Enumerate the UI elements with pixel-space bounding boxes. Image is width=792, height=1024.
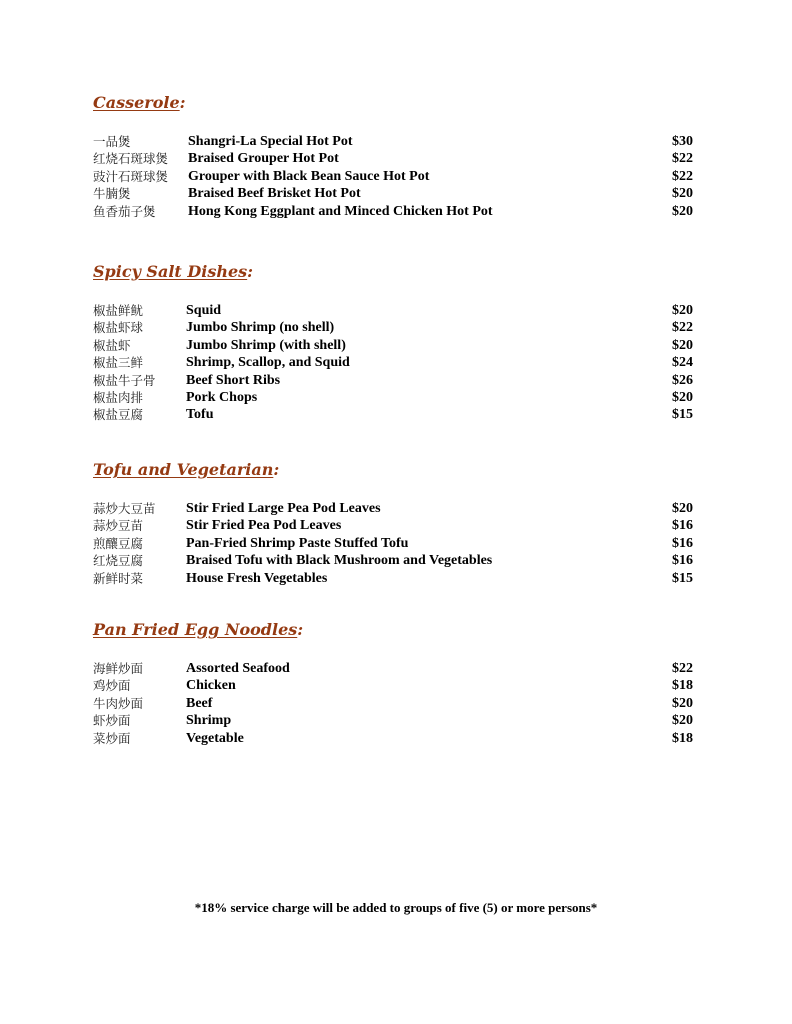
menu-item-chinese-name: 椒盐牛子骨 [93,372,156,388]
menu-item-price: $22 [672,320,693,336]
menu-item [93,133,693,150]
menu-item [93,535,693,552]
menu-item [93,168,693,185]
menu-item-english-name: Braised Grouper Hot Pot [188,151,339,167]
menu-item [93,337,693,354]
menu-item-english-name: Assorted Seafood [186,661,290,676]
menu-item-price: $16 [672,535,693,551]
menu-item-list [93,133,693,220]
menu-item-english-name: Shrimp [186,713,232,729]
menu-item [93,302,693,319]
menu-section [93,460,693,587]
menu-item-english-name: Braised Tofu with Black Mushroom and Vegetables [186,553,493,569]
menu-item [93,406,693,423]
menu-item-english-name: Chicken [186,678,236,694]
menu-item-english-name: Tofu [186,407,214,423]
menu-item-english-name: House Fresh Vegetables [186,570,328,586]
menu-item-list [93,302,693,424]
section-heading [93,93,693,113]
menu-item [93,660,693,677]
menu-item-chinese-name: 鱼香茄子煲 [93,203,156,219]
menu-item-english-name: Pan-Fried Shrimp Paste Stuffed Tofu [186,535,409,551]
menu-item-english-name: Beef [186,695,213,711]
menu-item-chinese-name: 牛腩煲 [93,186,131,202]
menu-item [93,319,693,336]
menu-item-price: $20 [672,186,693,202]
section-title-colon: : [179,93,186,112]
menu-item-english-name: Shangri-La Special Hot Pot [188,134,353,149]
menu-item [93,354,693,371]
menu-item-english-name: Squid [186,303,222,318]
menu-item [93,500,693,517]
menu-item-chinese-name: 新鲜时菜 [93,570,144,586]
menu-item-chinese-name: 牛肉炒面 [93,695,144,711]
menu-item-chinese-name: 蒜炒豆苗 [93,518,144,534]
section-title-colon: : [273,460,280,479]
menu-item-english-name: Jumbo Shrimp (with shell) [186,337,346,353]
menu-item-list [93,660,693,747]
menu-item [93,695,693,712]
menu-item [93,570,693,587]
menu-item-chinese-name: 海鲜炒面 [93,661,144,676]
menu-item-english-name: Beef Short Ribs [186,372,281,388]
section-title: Tofu and Vegetarian [93,460,274,479]
menu-item [93,552,693,569]
menu-item-chinese-name: 红烧石斑球煲 [93,151,169,167]
menu-item-chinese-name: 一品煲 [93,134,131,149]
menu-item-english-name: Braised Beef Brisket Hot Pot [188,186,361,202]
section-title: Pan Fried Egg Noodles [93,620,298,639]
menu-item-chinese-name: 椒盐鲜鱿 [93,303,144,318]
menu-item-price: $16 [672,553,693,569]
menu-item-chinese-name: 椒盐豆腐 [93,407,144,423]
menu-item-english-name: Grouper with Black Bean Sauce Hot Pot [188,168,430,184]
section-title: Spicy Salt Dishes [93,262,248,281]
service-charge-note: *18% service charge will be added to groups of five (5) or more persons* [194,900,598,915]
menu-item-list [93,500,693,587]
menu-item-chinese-name: 红烧豆腐 [93,553,144,569]
menu-item-price: $15 [672,570,693,586]
menu-section [93,262,693,424]
menu-item [93,677,693,694]
menu-item-chinese-name: 椒盐虾球 [93,320,144,336]
menu-item [93,185,693,202]
menu-item-english-name: Stir Fried Pea Pod Leaves [186,518,342,534]
menu-item-price: $20 [672,389,693,405]
menu-item-english-name: Vegetable [186,730,244,746]
menu-item-price: $20 [672,337,693,353]
menu-item-price: $20 [672,203,693,219]
menu-item-chinese-name: 椒盐三鲜 [93,355,144,371]
menu-item [93,150,693,167]
menu-item-price: $20 [672,303,693,318]
menu-item-price: $20 [672,501,693,516]
menu-item-chinese-name: 蒜炒大豆苗 [93,501,156,516]
menu-item [93,389,693,406]
menu-item-english-name: Shrimp, Scallop, and Squid [186,355,350,371]
menu-section [93,620,693,747]
menu-item-chinese-name: 菜炒面 [93,730,131,746]
section-title: Casserole [93,93,180,112]
section-heading [93,262,693,282]
menu-item-price: $30 [672,134,693,149]
menu-item-english-name: Hong Kong Eggplant and Minced Chicken Hot Pot [188,203,493,219]
menu-item [93,372,693,389]
menu-item-price: $20 [672,713,693,729]
menu-item-price: $26 [672,372,693,388]
menu-item-chinese-name: 椒盐肉排 [93,389,144,405]
menu-item-price: $18 [672,678,693,694]
menu-item-chinese-name: 椒盐虾 [93,337,131,353]
section-heading [93,620,693,640]
section-heading [93,460,693,480]
menu-item-price: $18 [672,730,693,746]
menu-item-price: $22 [672,151,693,167]
menu-item-chinese-name: 豉汁石斑球煲 [93,168,169,184]
menu-item [93,712,693,729]
menu-item-price: $24 [672,355,693,371]
menu-item [93,517,693,534]
menu-item-chinese-name: 煎釀豆腐 [93,535,144,551]
menu-item [93,730,693,747]
section-title-colon: : [247,262,254,281]
menu-item-english-name: Jumbo Shrimp (no shell) [186,320,335,336]
menu-section [93,93,693,220]
menu-item-price: $20 [672,695,693,711]
menu-item-price: $16 [672,518,693,534]
menu-item-english-name: Stir Fried Large Pea Pod Leaves [186,501,381,516]
menu-item-price: $22 [672,168,693,184]
menu-item [93,203,693,220]
menu-item-chinese-name: 鸡炒面 [93,678,131,694]
menu-item-price: $15 [672,407,693,423]
section-title-colon: : [297,620,304,639]
menu-item-english-name: Pork Chops [186,389,258,405]
menu-item-chinese-name: 虾炒面 [93,713,131,729]
menu-item-price: $22 [672,661,693,676]
